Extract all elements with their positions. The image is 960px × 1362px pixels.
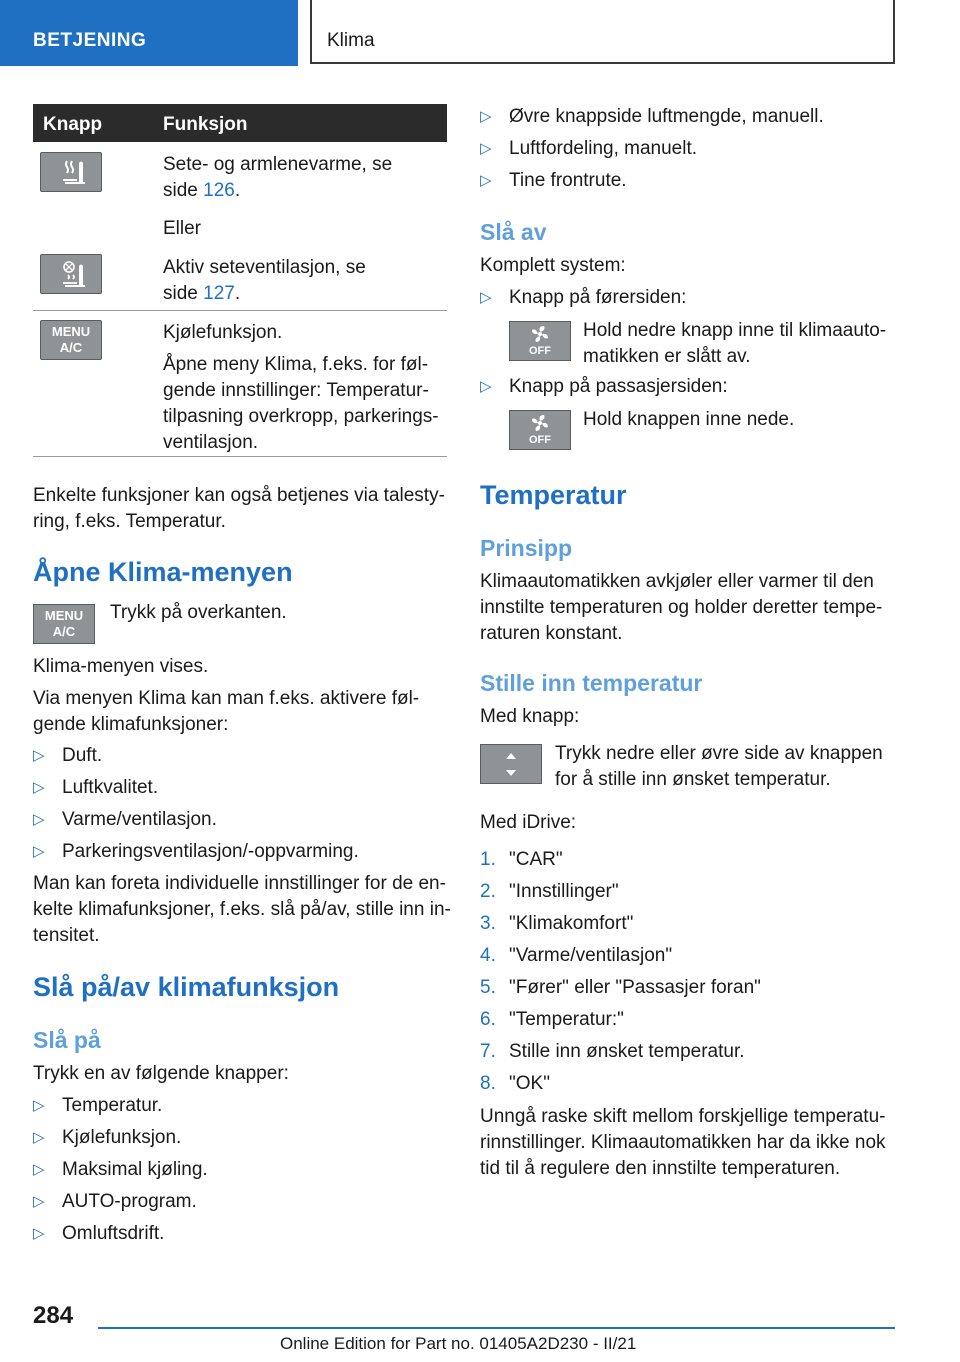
row-cooling-text	[163, 320, 447, 456]
icon-label-ac: A/C	[52, 624, 76, 639]
complete-system-text: Komplett system:	[480, 255, 626, 276]
bullet-triangle-icon: ▷	[33, 843, 45, 860]
bullet-triangle-icon: ▷	[33, 1097, 45, 1114]
fan-off-icon	[509, 321, 571, 361]
list-item-text: Temperatur.	[62, 1095, 163, 1116]
list-item-text: Parkeringsventilasjon/-oppvarming.	[62, 841, 359, 862]
page-ref-suffix: .	[234, 180, 241, 201]
list-item-text: Knapp på førersiden:	[509, 287, 687, 308]
list-item-text: Duft.	[62, 745, 103, 766]
seat-ventilation-icon	[40, 254, 102, 294]
step-number: 3.	[480, 913, 496, 934]
row-cooling-line2: Åpne meny Klima, f.eks. for føl-	[163, 354, 429, 375]
page-link-127[interactable]: 127	[203, 283, 235, 304]
step-number: 5.	[480, 977, 496, 998]
or-text: Eller	[163, 218, 202, 239]
row-seat-ventilation-line1: Aktiv seteventilasjon, se	[163, 257, 366, 278]
driver-line2: matikken er slått av.	[583, 346, 751, 367]
via-menu-paragraph	[33, 686, 453, 738]
button-instruction	[555, 741, 895, 793]
step-text: "OK"	[509, 1073, 550, 1094]
step-number: 8.	[480, 1073, 496, 1094]
passenger-side-instruction: Hold knappen inne nede.	[583, 409, 795, 430]
principle-paragraph	[480, 569, 900, 647]
bullet-triangle-icon: ▷	[480, 172, 492, 189]
page-ref-prefix: side	[163, 283, 204, 304]
step-text: "Varme/ventilasjon"	[509, 945, 673, 966]
step-text: "Innstillinger"	[509, 881, 619, 902]
step-text: "CAR"	[509, 849, 563, 870]
button-line1: Trykk nedre eller øvre side av knappen	[555, 743, 883, 764]
table-header-function: Funksjon	[163, 114, 248, 135]
seat-heating-icon	[40, 152, 102, 192]
bullet-triangle-icon: ▷	[480, 108, 492, 125]
with-button-text: Med knapp:	[480, 706, 580, 727]
heading-principle: Prinsipp	[480, 535, 573, 561]
heading-temperature: Temperatur	[480, 480, 627, 510]
page-link-126[interactable]: 126	[203, 180, 235, 201]
page-number: 284	[33, 1302, 74, 1329]
bullet-triangle-icon: ▷	[33, 747, 45, 764]
table-header	[33, 104, 447, 142]
step-number: 1.	[480, 849, 496, 870]
list-item-text: Kjølefunksjon.	[62, 1127, 182, 1148]
edition-info: Online Edition for Part no. 01405A2D230 - II/21	[280, 1334, 637, 1353]
button-function-table	[33, 104, 447, 453]
bullet-triangle-icon: ▷	[33, 1129, 45, 1146]
row-seat-ventilation-text	[163, 255, 447, 307]
principle-line1: Klimaautomatikken avkjøler eller varmer til den	[480, 571, 874, 592]
heading-open-climate-menu: Åpne Klima-menyen	[33, 557, 293, 587]
list-item-text: Omluftsdrift.	[62, 1223, 165, 1244]
icon-label-menu: MENU	[51, 324, 91, 339]
row-seat-heating-line1: Sete- og armlenevarme, se	[163, 154, 393, 175]
settings-line2: kelte klimafunksjoner, f.eks. slå på/av, stille inn in-	[33, 899, 451, 920]
row-cooling-line1: Kjølefunksjon.	[163, 322, 283, 343]
menu-shown-text: Klima-menyen vises.	[33, 656, 209, 677]
principle-line3: raturen konstant.	[480, 623, 623, 644]
step-text: "Temperatur:"	[509, 1009, 624, 1030]
avoid-line3: tid til å regulere den innstilte temperaturen.	[480, 1158, 841, 1179]
avoid-paragraph	[480, 1104, 900, 1182]
heading-on: Slå på	[33, 1027, 101, 1053]
step-text: Stille inn ønsket temperatur.	[509, 1041, 745, 1062]
intro-line1: Enkelte funksjoner kan også betjenes via talesty-	[33, 485, 445, 506]
menu-ac-icon	[40, 320, 102, 360]
footer-rule	[98, 1327, 895, 1329]
bullet-triangle-icon: ▷	[480, 289, 492, 306]
bullet-triangle-icon: ▷	[33, 1193, 45, 1210]
via-line1: Via menyen Klima kan man f.eks. aktivere føl-	[33, 688, 420, 709]
open-instruction: Trykk på overkanten.	[110, 602, 287, 623]
heading-off: Slå av	[480, 219, 547, 245]
driver-line1: Hold nedre knapp inne til klimaauto-	[583, 320, 887, 341]
step-number: 4.	[480, 945, 496, 966]
heading-set-temperature: Stille inn temperatur	[480, 670, 703, 696]
step-text: "Klimakomfort"	[509, 913, 634, 934]
list-item-text: Luftkvalitet.	[62, 777, 159, 798]
bullet-triangle-icon: ▷	[480, 378, 492, 395]
intro-paragraph	[33, 483, 453, 535]
page-ref-suffix: .	[234, 283, 241, 304]
table-divider	[33, 310, 447, 311]
off-label: OFF	[529, 434, 551, 446]
bullet-triangle-icon: ▷	[33, 1161, 45, 1178]
avoid-line1: Unngå raske skift mellom forskjellige temperatu-	[480, 1106, 886, 1127]
page-ref-prefix: side	[163, 180, 204, 201]
step-number: 2.	[480, 881, 496, 902]
temperature-updown-icon	[480, 744, 542, 784]
icon-label-ac: A/C	[59, 340, 83, 355]
section-tab: BETJENING	[0, 0, 298, 66]
bullet-triangle-icon: ▷	[33, 811, 45, 828]
chapter-title: Klima	[310, 0, 895, 64]
heading-on-off: Slå på/av klimafunksjon	[33, 972, 340, 1002]
bullet-triangle-icon: ▷	[33, 1225, 45, 1242]
via-line2: gende klimafunksjoner:	[33, 714, 229, 735]
step-number: 7.	[480, 1041, 496, 1062]
list-item-text: AUTO-program.	[62, 1191, 197, 1212]
step-text: "Fører" eller "Passasjer foran"	[509, 977, 761, 998]
avoid-line2: rinnstillinger. Klimaautomatikken har da ikke nok	[480, 1132, 886, 1153]
table-header-button: Knapp	[43, 114, 103, 135]
driver-side-instruction	[583, 318, 903, 370]
icon-label-menu: MENU	[44, 608, 84, 623]
off-label: OFF	[529, 345, 551, 357]
press-one-text: Trykk en av følgende knapper:	[33, 1063, 289, 1084]
menu-ac-icon	[33, 604, 95, 644]
row-seat-heating-text	[163, 152, 447, 204]
intro-line2: ring, f.eks. Temperatur.	[33, 511, 226, 532]
with-idrive-text: Med iDrive:	[480, 812, 577, 833]
row-cooling-line5: ventilasjon.	[163, 432, 259, 453]
row-cooling-line4: tilpasning overkropp, parkerings-	[163, 406, 439, 427]
bullet-triangle-icon: ▷	[33, 779, 45, 796]
list-item-text: Tine frontrute.	[509, 170, 627, 191]
button-line2: for å stille inn ønsket temperatur.	[555, 769, 831, 790]
list-item-text: Øvre knappside luftmengde, manuell.	[509, 106, 824, 127]
list-item-text: Varme/ventilasjon.	[62, 809, 217, 830]
table-bottom-rule	[33, 456, 447, 457]
fan-off-icon	[509, 410, 571, 450]
settings-line3: tensitet.	[33, 925, 100, 946]
principle-line2: innstilte temperaturen og holder deretter tempe-	[480, 597, 883, 618]
row-cooling-line3: gende innstillinger: Temperatur-	[163, 380, 429, 401]
step-number: 6.	[480, 1009, 496, 1030]
list-item-text: Luftfordeling, manuelt.	[509, 138, 698, 159]
settings-paragraph	[33, 871, 453, 949]
list-item-text: Maksimal kjøling.	[62, 1159, 208, 1180]
settings-line1: Man kan foreta individuelle innstillinger for de en-	[33, 873, 446, 894]
list-item-text: Knapp på passasjersiden:	[509, 376, 728, 397]
bullet-triangle-icon: ▷	[480, 140, 492, 157]
